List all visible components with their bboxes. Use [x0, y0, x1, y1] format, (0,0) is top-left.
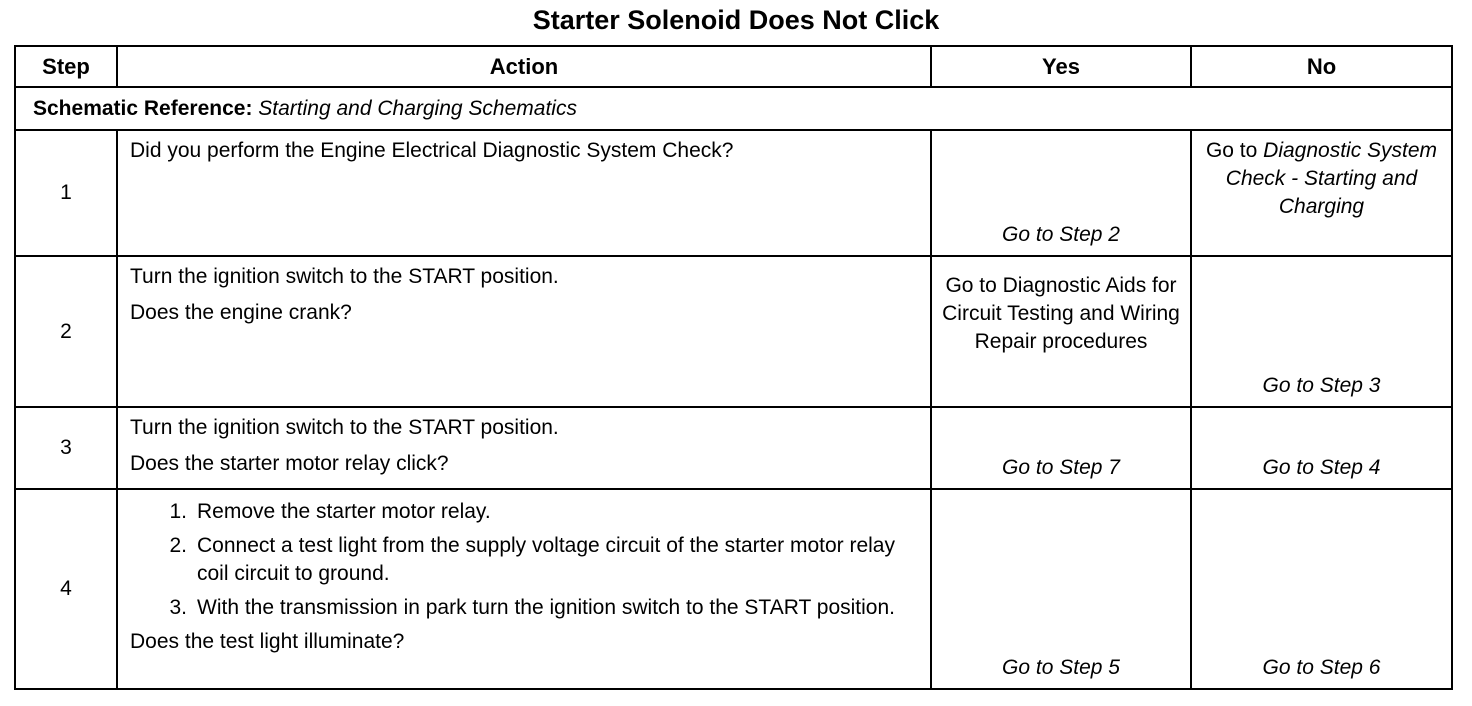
action-cell [117, 407, 931, 489]
no-link[interactable]: Go to Step 6 [1262, 656, 1381, 679]
action-text: Did you perform the Engine Electrical Diagnostic System Check? [130, 139, 734, 162]
substep-number: 3. [169, 596, 187, 619]
header-yes: Yes [931, 46, 1191, 87]
no-cell [1191, 130, 1452, 256]
action-cell [117, 256, 931, 407]
header-action: Action [117, 46, 931, 87]
page-title: Starter Solenoid Does Not Click [532, 5, 940, 35]
yes-link[interactable]: Go to Step 5 [1002, 656, 1120, 679]
no-cell [1191, 489, 1452, 689]
yes-cell [931, 407, 1191, 489]
list-item [130, 594, 918, 622]
schematic-reference-link[interactable]: Starting and Charging Schematics [258, 96, 577, 120]
schematic-reference-row [15, 87, 1452, 130]
action-text: Turn the ignition switch to the START position. [130, 265, 559, 288]
yes-link[interactable]: Go to Step 7 [1002, 456, 1120, 479]
header-step: Step [15, 46, 117, 87]
action-question: Does the engine crank? [130, 301, 352, 324]
substep-number: 1. [169, 500, 187, 523]
action-question: Does the starter motor relay click? [130, 452, 449, 475]
step-number: 4 [15, 489, 117, 689]
header-no: No [1191, 46, 1452, 87]
step-number: 2 [15, 256, 117, 407]
substep-text: With the transmission in park turn the ignition switch to the START position. [197, 596, 895, 619]
yes-cell [931, 256, 1191, 407]
no-cell [1191, 256, 1452, 407]
list-item [130, 532, 918, 588]
list-item [130, 498, 918, 526]
schematic-reference [15, 87, 1452, 130]
no-link[interactable]: Diagnostic System Check - Starting and Charging [1225, 139, 1438, 218]
yes-cell [931, 130, 1191, 256]
no-cell [1191, 407, 1452, 489]
substep-text: Connect a test light from the supply voltage circuit of the starter motor relay coil circuit to ground. [197, 534, 895, 585]
header-row [15, 46, 1452, 87]
step-number: 3 [15, 407, 117, 489]
substep-text: Remove the starter motor relay. [197, 500, 491, 523]
table-row [15, 407, 1452, 489]
table-row [15, 256, 1452, 407]
no-link[interactable]: Go to Step 4 [1262, 456, 1381, 479]
action-cell [117, 130, 931, 256]
step-number: 1 [15, 130, 117, 256]
no-link[interactable]: Go to Step 3 [1262, 374, 1381, 397]
yes-cell [931, 489, 1191, 689]
diagnostic-table [14, 45, 1453, 690]
action-text: Turn the ignition switch to the START position. [130, 416, 559, 439]
table-row [15, 130, 1452, 256]
action-cell [117, 489, 931, 689]
table-row [15, 489, 1452, 689]
yes-link[interactable]: Go to Step 2 [1002, 223, 1120, 246]
no-prefix: Go to [1205, 139, 1258, 162]
action-question: Does the test light illuminate? [130, 630, 405, 653]
yes-link[interactable]: Go to Diagnostic Aids for Circuit Testing and Wiring Repair procedures [942, 274, 1180, 353]
substep-number: 2. [169, 534, 187, 557]
schematic-reference-label: Schematic Reference: [33, 96, 253, 120]
substep-list [130, 498, 918, 622]
